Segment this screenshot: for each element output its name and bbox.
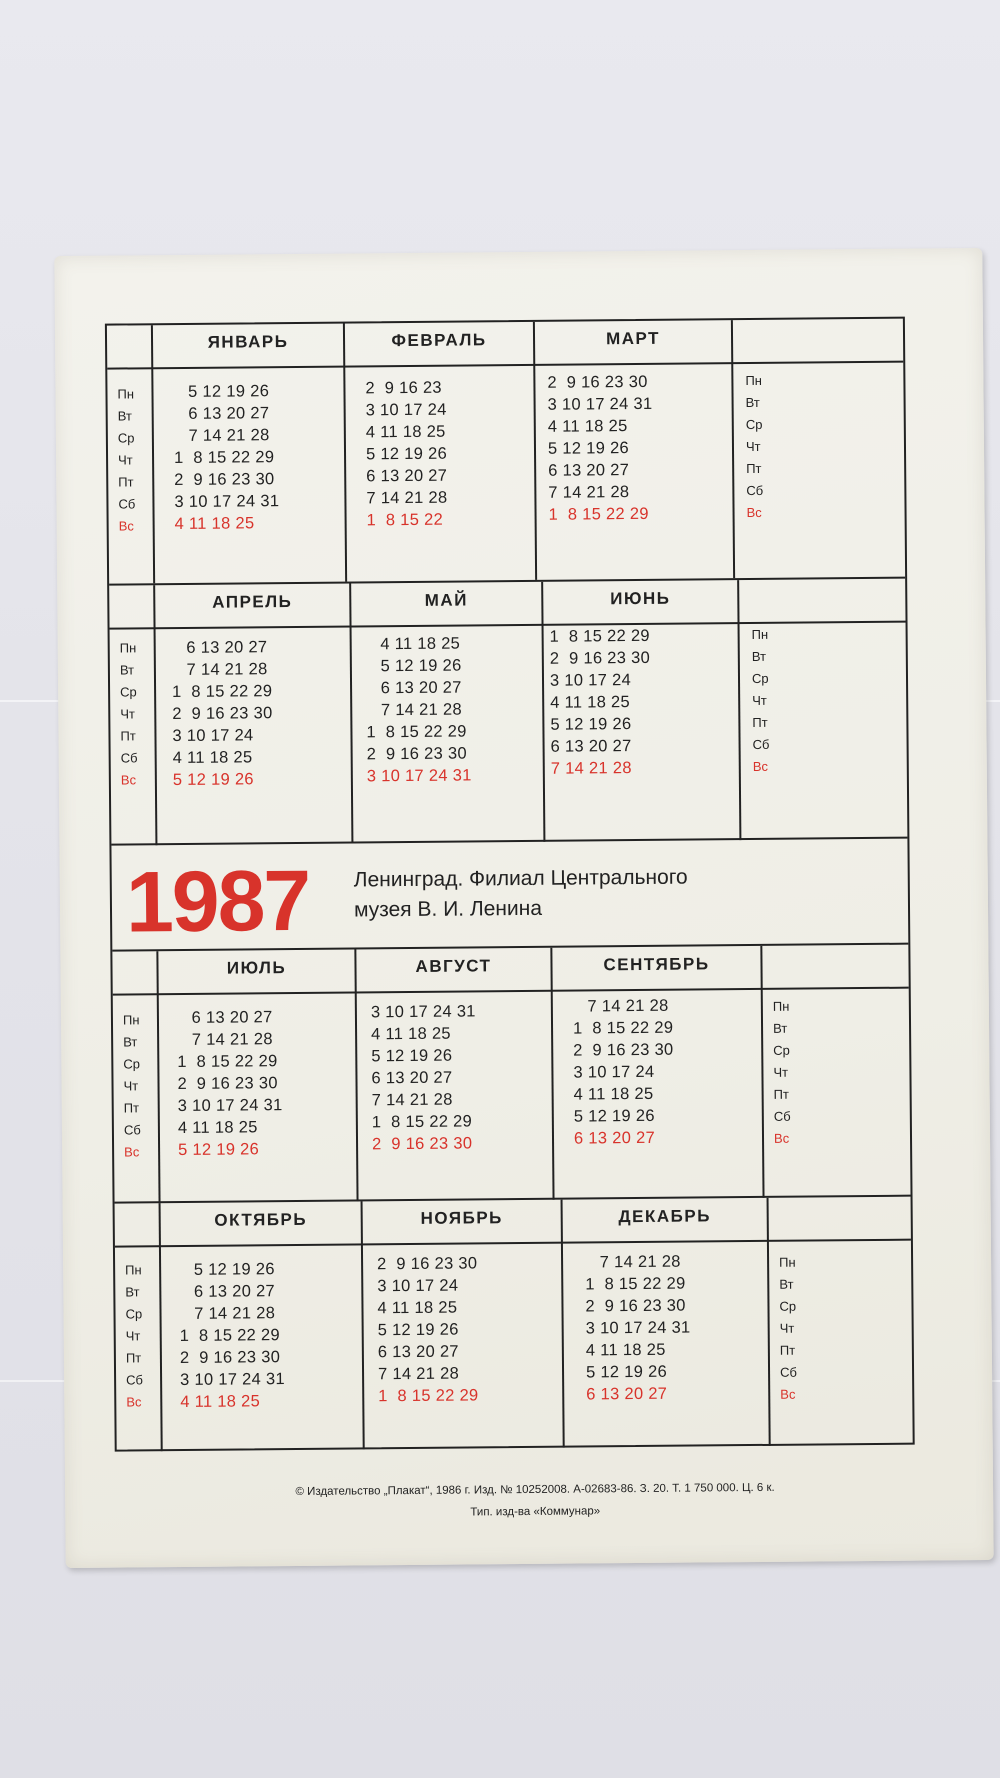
week-row: 6 13 20 27 bbox=[176, 1008, 273, 1028]
museum-line-2: музея В. И. Ленина bbox=[353, 896, 543, 922]
week-row: 1 8 15 22 29 bbox=[172, 682, 273, 702]
month-days bbox=[550, 625, 652, 780]
month-days bbox=[365, 377, 447, 532]
week-row: 3 10 17 24 bbox=[549, 671, 632, 690]
week-row: 2 9 16 23 30 bbox=[573, 1040, 674, 1060]
weekday-labels-right: Пн Вт Ср Чт Пт Сб Вс bbox=[779, 1254, 797, 1402]
week-row: 6 13 20 27 bbox=[573, 1128, 656, 1148]
week-row: 4 11 18 25 bbox=[365, 422, 446, 442]
month-days bbox=[585, 1251, 691, 1406]
month-days bbox=[173, 380, 279, 535]
week-row: 5 12 19 26 bbox=[371, 1046, 453, 1066]
month-name: АПРЕЛЬ bbox=[212, 592, 293, 612]
week-row: 1 8 15 22 29 bbox=[371, 1112, 473, 1132]
month-name: ИЮНЬ bbox=[610, 588, 671, 609]
week-row: 5 12 19 26 bbox=[365, 444, 448, 464]
week-row: 1 8 15 22 bbox=[366, 510, 444, 530]
week-row: 1 8 15 22 29 bbox=[177, 1052, 278, 1072]
week-row: 1 8 15 22 29 bbox=[366, 722, 467, 742]
week-row: 1 8 15 22 29 bbox=[378, 1386, 479, 1406]
week-row: 4 11 18 25 bbox=[585, 1340, 666, 1360]
week-row: 7 14 21 28 bbox=[371, 1090, 453, 1110]
publisher-imprint: © Издательство „Плакат“, 1986 г. Изд. № 10252008. А-02683-86. З. 20. Т. 1 750 000. Ц. 6 к. bbox=[295, 1481, 775, 1499]
week-row: 1 8 15 22 29 bbox=[549, 626, 650, 646]
week-row: 3 10 17 24 bbox=[573, 1062, 655, 1082]
week-row: 4 11 18 25 bbox=[371, 1024, 451, 1044]
week-row: 2 9 16 23 30 bbox=[179, 1348, 281, 1368]
week-row: 5 12 19 26 bbox=[585, 1362, 668, 1382]
week-row: 6 13 20 27 bbox=[371, 1068, 453, 1088]
week-row: 5 12 19 26 bbox=[172, 770, 254, 790]
week-row: 3 10 17 24 31 bbox=[177, 1096, 283, 1116]
weekday-labels-left: Пн Вт Ср Чт Пт Сб Вс bbox=[122, 1012, 141, 1160]
calendar-row-q2 bbox=[109, 577, 907, 846]
week-row: 7 14 21 28 bbox=[366, 700, 463, 720]
week-row: 5 12 19 26 bbox=[179, 1260, 275, 1280]
week-row: 3 10 17 24 31 bbox=[174, 492, 280, 512]
week-row: 4 11 18 25 bbox=[172, 748, 253, 768]
week-row: 3 10 17 24 31 bbox=[180, 1370, 286, 1390]
week-row: 6 13 20 27 bbox=[365, 678, 462, 698]
week-row: 2 9 16 23 30 bbox=[177, 1074, 278, 1094]
week-row: 7 14 21 28 bbox=[585, 1252, 681, 1272]
month-name: АВГУСТ bbox=[415, 956, 492, 976]
week-row: 1 8 15 22 29 bbox=[173, 448, 275, 468]
week-row: 6 13 20 27 bbox=[548, 461, 630, 480]
week-row: 2 9 16 23 30 bbox=[371, 1134, 473, 1154]
week-row: 3 10 17 24 31 bbox=[370, 1002, 476, 1022]
week-row: 2 9 16 23 30 bbox=[377, 1254, 478, 1274]
week-row: 6 13 20 27 bbox=[586, 1384, 668, 1404]
week-row: 5 12 19 26 bbox=[550, 715, 632, 734]
printer-imprint: Тип. изд-ва «Коммунар» bbox=[470, 1505, 601, 1519]
week-row: 1 8 15 22 29 bbox=[585, 1274, 686, 1294]
week-row: 2 9 16 23 30 bbox=[547, 372, 648, 392]
month-days bbox=[547, 371, 653, 526]
weekday-labels-left: Пн Вт Ср Чт Пт Сб Вс bbox=[119, 640, 138, 788]
week-row: 6 13 20 27 bbox=[377, 1342, 459, 1362]
week-row: 2 9 16 23 30 bbox=[366, 744, 467, 764]
week-row: 2 9 16 23 bbox=[365, 378, 442, 398]
week-row: 6 13 20 27 bbox=[179, 1282, 276, 1302]
week-row: 5 12 19 26 bbox=[377, 1320, 459, 1340]
week-row: 3 10 17 24 31 bbox=[547, 394, 653, 414]
week-row: 5 12 19 26 bbox=[178, 1140, 260, 1160]
week-row: 1 8 15 22 29 bbox=[548, 504, 649, 524]
month-name: СЕНТЯБРЬ bbox=[603, 954, 710, 975]
month-name: ИЮЛЬ bbox=[226, 958, 287, 978]
week-row: 3 10 17 24 31 bbox=[366, 766, 472, 786]
month-name: МАЙ bbox=[424, 590, 468, 610]
week-row: 3 10 17 24 bbox=[172, 726, 254, 746]
month-name: ОКТЯБРЬ bbox=[214, 1209, 308, 1230]
month-name: НОЯБРЬ bbox=[420, 1208, 503, 1228]
week-row: 7 14 21 28 bbox=[377, 1364, 460, 1384]
month-days bbox=[573, 995, 675, 1150]
month-name: ФЕВРАЛЬ bbox=[391, 330, 487, 351]
week-row: 5 12 19 26 bbox=[547, 439, 630, 458]
week-row: 2 9 16 23 30 bbox=[172, 704, 273, 724]
week-row: 6 13 20 27 bbox=[171, 638, 268, 658]
calendar-grid bbox=[105, 317, 915, 1452]
weekday-labels-right: Пн Вт Ср Чт Пт Сб Вс bbox=[772, 998, 791, 1146]
week-row: 6 13 20 27 bbox=[366, 466, 448, 486]
week-row: 4 11 18 25 bbox=[177, 1118, 258, 1138]
month-name: МАРТ bbox=[605, 328, 661, 349]
month-days bbox=[172, 636, 274, 791]
week-row: 7 14 21 28 bbox=[177, 1030, 273, 1050]
week-row: 5 12 19 26 bbox=[173, 382, 270, 402]
week-row: 4 11 18 25 bbox=[180, 1392, 261, 1412]
weekday-labels-left: Пн Вт Ср Чт Пт Сб Вс bbox=[125, 1262, 144, 1410]
calendar-row-q1 bbox=[107, 319, 905, 584]
week-row: 4 11 18 25 bbox=[573, 1084, 654, 1104]
week-row: 3 10 17 24 bbox=[377, 1276, 459, 1296]
week-row: 4 11 18 25 bbox=[174, 514, 255, 534]
week-row: 6 13 20 27 bbox=[550, 737, 632, 756]
week-row: 3 10 17 24 31 bbox=[585, 1318, 691, 1338]
week-row: 7 14 21 28 bbox=[572, 996, 669, 1016]
week-row: 4 11 18 25 bbox=[365, 634, 461, 654]
week-row: 7 14 21 28 bbox=[548, 483, 630, 502]
week-row: 4 11 18 25 bbox=[550, 693, 631, 712]
month-days bbox=[179, 1258, 285, 1413]
weekday-labels-right: Пн Вт Ср Чт Пт Сб Вс bbox=[751, 626, 770, 774]
weekday-labels-left: Пн Вт Ср Чт Пт Сб Вс bbox=[117, 386, 136, 534]
museum-caption bbox=[354, 863, 688, 926]
month-name: ЯНВАРЬ bbox=[207, 332, 289, 352]
month-days bbox=[177, 1006, 283, 1161]
week-row: 1 8 15 22 29 bbox=[179, 1326, 281, 1346]
month-days bbox=[377, 1252, 479, 1407]
title-band bbox=[111, 837, 908, 952]
weekday-labels-right: Пн Вт Ср Чт Пт Сб Вс bbox=[745, 372, 764, 521]
museum-line-1: Ленинград. Филиал Центрального bbox=[353, 865, 688, 892]
calendar-row-q4 bbox=[115, 1195, 913, 1452]
pocket-calendar-card bbox=[54, 248, 993, 1568]
week-row: 1 8 15 22 29 bbox=[572, 1018, 674, 1038]
week-row: 5 12 19 26 bbox=[573, 1106, 655, 1126]
week-row: 7 14 21 28 bbox=[550, 759, 632, 778]
week-row: 4 11 18 25 bbox=[547, 417, 628, 436]
calendar-row-q3 bbox=[112, 943, 910, 1204]
week-row: 7 14 21 28 bbox=[171, 660, 268, 680]
year-title: 1987 bbox=[125, 852, 310, 951]
week-row: 3 10 17 24 bbox=[365, 400, 447, 420]
week-row: 6 13 20 27 bbox=[173, 404, 270, 424]
week-row: 2 9 16 23 30 bbox=[585, 1296, 686, 1316]
week-row: 5 12 19 26 bbox=[365, 656, 462, 676]
month-days bbox=[371, 1000, 477, 1155]
month-days bbox=[366, 632, 472, 787]
week-row: 7 14 21 28 bbox=[173, 426, 270, 446]
week-row: 2 9 16 23 30 bbox=[549, 648, 651, 668]
month-name: ДЕКАБРЬ bbox=[618, 1206, 711, 1227]
week-row: 4 11 18 25 bbox=[377, 1298, 458, 1318]
week-row: 2 9 16 23 30 bbox=[174, 470, 275, 490]
week-row: 7 14 21 28 bbox=[179, 1304, 276, 1324]
week-row: 7 14 21 28 bbox=[366, 488, 448, 508]
